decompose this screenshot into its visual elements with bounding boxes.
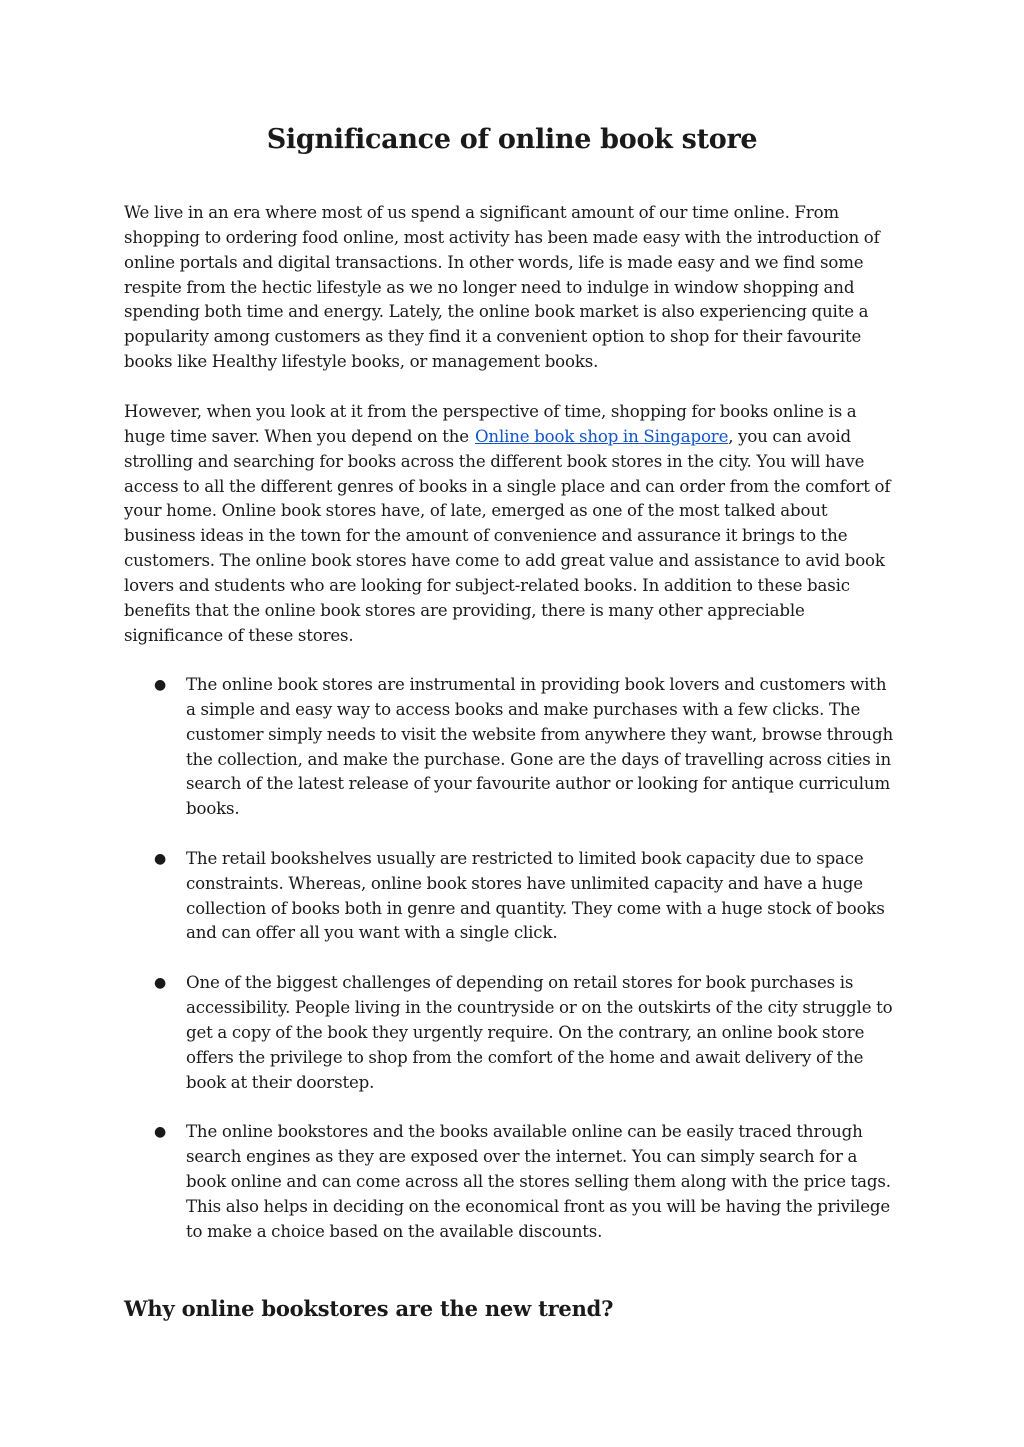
- paragraph-text-after-link: , you can avoid strolling and searching for books across the different book stores in the city. You will have access to all the different genres of books in a single place and can order from the comfort of your home. Online book stores have, of late, emerged as one of the most talked about business ideas in the town for the amount of convenience and assurance it brings to the customers. The online book stores have come to add great value and assistance to avid book lovers and students who are looking for subject-related books. In addition to these basic benefits that the online book stores are providing, there is many other appreciable significance of these stores.: [124, 426, 891, 645]
- list-item: [124, 1120, 900, 1244]
- second-paragraph: [124, 400, 900, 648]
- bullet-icon: ●: [154, 975, 167, 992]
- online-book-shop-link[interactable]: Online book shop in Singapore: [474, 426, 729, 446]
- list-item-text: One of the biggest challenges of depending on retail stores for book purchases is accessibility. People living in the countryside or on the outskirts of the city struggle to get a copy of the book they urgently require. On the contrary, an online book store offers the privilege to shop from the comfort of the home and await delivery of the book at their doorstep.: [186, 973, 893, 1092]
- section-heading: Why online bookstores are the new trend?: [124, 1296, 614, 1321]
- bullet-icon: ●: [154, 677, 167, 693]
- list-item-text: The retail bookshelves usually are restricted to limited book capacity due to space constraints. Whereas, online book stores have unlimited capacity and have a huge collection of books both in genre and quantity. They come with a huge stock of books and can offer all you want with a single click.: [186, 848, 885, 943]
- list-item: [124, 971, 900, 1095]
- list-item-text: The online bookstores and the books available online can be easily traced through search engines as they are exposed over the internet. You can simply search for a book online and can come across all the stores selling them along with the price tags. This also helps in deciding on the economical front as you will be having the privilege to make a choice based on the available discounts.: [186, 1122, 891, 1241]
- benefits-list: [124, 673, 900, 1269]
- bullet-icon: ●: [154, 850, 167, 867]
- list-item: [124, 847, 900, 946]
- paragraph-text-before-link: However, when you look at it from the perspective of time, shopping for books online is a huge time saver. When you depend on the: [124, 402, 857, 446]
- list-item-text: The online book stores are instrumental in providing book lovers and customers with a simple and easy way to access books and make purchases with a few clicks. The customer simply needs to visit the website from anywhere they want, browse through the collection, and make the purchase. Gone are the days of travelling across cities in search of the latest release of your favourite author or looking for antique curriculum books.: [186, 675, 893, 819]
- bullet-icon: ●: [154, 1124, 167, 1141]
- document-title: Significance of online book store: [266, 124, 758, 155]
- list-item: [124, 673, 900, 822]
- intro-paragraph: We live in an era where most of us spend a significant amount of our time online. From shopping to ordering food online, most activity has been made easy with the introduction of online portals and digital transactions. In other words, life is made easy and we find some respite from the hectic lifestyle as we no longer need to indulge in window shopping and spending both time and energy. Lately, the online book market is also experiencing quite a popularity among customers as they find it a convenient option to shop for their favourite books like Healthy lifestyle books, or management books.: [124, 203, 880, 372]
